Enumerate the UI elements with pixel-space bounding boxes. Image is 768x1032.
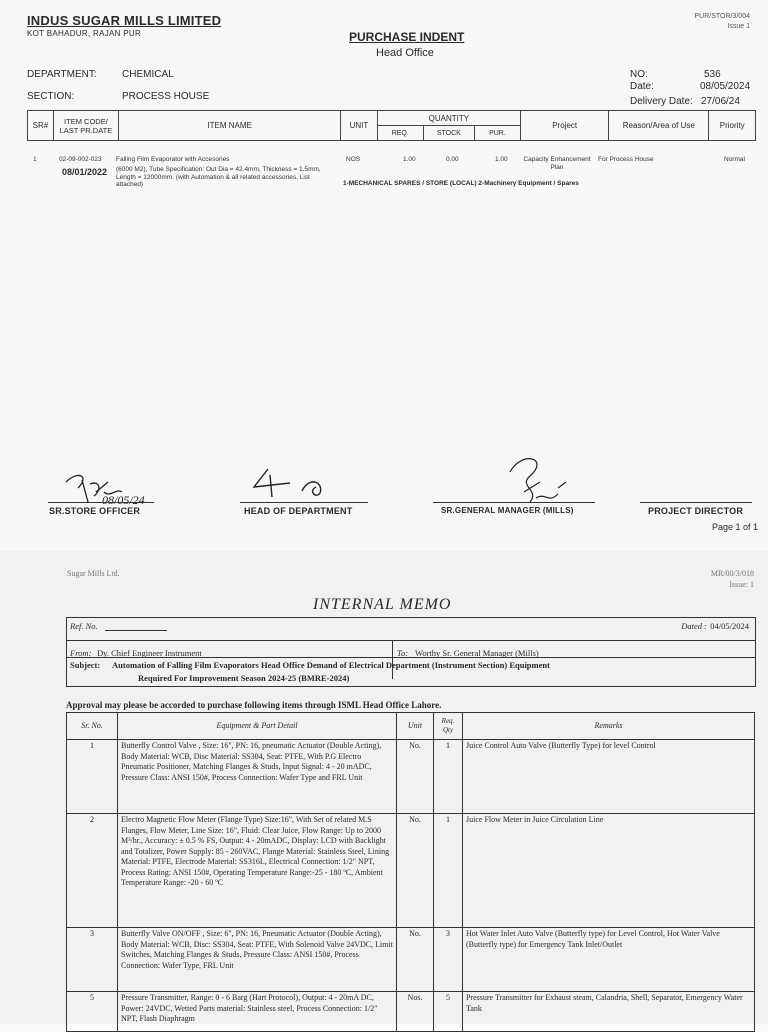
table-header-row — [28, 111, 756, 126]
memo-col-sr: Sr. No. — [67, 713, 118, 740]
row-item-name: Falling Film Evaporator with Accesories — [116, 156, 230, 163]
memo-row-unit: No. — [397, 814, 434, 928]
memo-row-remarks: Juice Control Auto Valve (Butterfly Type) for level Control — [463, 740, 755, 814]
sig-date-text: 08/05/24 — [102, 493, 145, 507]
row-stock: 0.00 — [446, 156, 459, 163]
memo-col-req-qty: Req. Qty — [434, 713, 463, 740]
col-quantity: QUANTITY — [377, 111, 521, 126]
row-last-date: 08/01/2022 — [62, 167, 108, 177]
memo-row-qty: 1 — [434, 814, 463, 928]
company-address: KOT BAHADUR, RAJAN PUR — [27, 29, 142, 38]
subject-line-2: Required For Improvement Season 2024-25 (BMRE-2024) — [138, 673, 350, 683]
memo-row-remarks: Hot Water Inlet Auto Valve (Butterfly type) for Level Control, Hot Water Valve (Butterfly type) for Emergency Tank Inlet/Outlet — [463, 928, 755, 992]
page-number: Page 1 of 1 — [712, 522, 759, 532]
memo-row-unit: No. — [397, 928, 434, 992]
row-item-spec: (6000 M2), Tube Specification: Out Dia = 42.4mm, Thickness = 1.5mm, Length = 12000mm. (with Automation & all related accessories, List attached) — [116, 166, 321, 188]
dated-label: Dated : — [681, 621, 707, 631]
col-pur: PUR. — [474, 126, 521, 141]
table-row — [67, 814, 755, 928]
memo-title: INTERNAL MEMO — [313, 596, 452, 613]
col-item-name: ITEM NAME — [118, 111, 340, 141]
memo-col-remarks: Remarks — [463, 713, 755, 740]
department-value: CHEMICAL — [122, 69, 174, 80]
col-unit: UNIT — [341, 111, 377, 141]
memo-row-unit: Nos. — [397, 992, 434, 1032]
indent-subtitle: Head Office — [376, 47, 434, 59]
sig-line-4 — [640, 502, 752, 503]
delivery-label: Delivery Date: — [630, 96, 693, 107]
subject-label: Subject: — [70, 660, 101, 670]
delivery-value: 27/06/24 — [701, 96, 740, 107]
memo-row-remarks: Juice Flow Meter in Juice Circulation Line — [463, 814, 755, 928]
approval-text: Approval may please be accorded to purchase following items through ISML Head Office Lahore. — [66, 700, 442, 710]
memo-from-to-row — [67, 641, 755, 658]
issue-text: Issue 1 — [727, 23, 750, 30]
row-unit: NOS — [346, 156, 361, 163]
no-value: 536 — [704, 69, 721, 80]
memo-issue-text: Issue: 1 — [729, 580, 754, 589]
document-code — [694, 12, 750, 32]
table-row — [67, 740, 755, 814]
col-req: REQ. — [377, 126, 424, 141]
memo-company: Sugar Mills Ltd. — [67, 569, 120, 578]
row-category: 1-MECHANICAL SPARES / STORE (LOCAL) 2-Machinery Equipment / Spares — [343, 180, 579, 187]
ref-label: Ref. No. — [70, 621, 98, 631]
memo-doc-code — [711, 568, 754, 590]
department-label: DEPARTMENT: — [27, 69, 97, 80]
memo-items-table — [66, 712, 755, 1032]
no-label: NO: — [630, 69, 648, 80]
row-code: 02-09-002-023 — [59, 156, 102, 163]
col-priority: Priority — [709, 111, 756, 141]
table-row — [67, 928, 755, 992]
memo-code-text: MR/00/3/018 — [710, 569, 754, 578]
company-name: INDUS SUGAR MILLS LIMITED — [27, 13, 222, 28]
indent-title: PURCHASE INDENT — [349, 30, 465, 44]
to-value: Worthy Sr. General Manager (Mills) — [415, 648, 539, 658]
section-label: SECTION: — [27, 91, 75, 102]
row-pur: 1.00 — [495, 156, 508, 163]
subject-line-1: Automation of Falling Film Evaporators Head Office Demand of Electrical Department (Instrument Section) Equipment — [112, 660, 550, 670]
col-reason: Reason/Area of Use — [609, 111, 709, 141]
memo-row-qty: 3 — [434, 928, 463, 992]
memo-col-unit: Unit — [397, 713, 434, 740]
signature-head-of-department — [250, 465, 350, 505]
row-req: 1.00 — [403, 156, 416, 163]
from-label: From: — [70, 648, 92, 658]
memo-row-detail: Butterfly Valve ON/OFF , Size: 6", PN: 16, Pneumatic Actuator (Double Acting), Body Material: WCB, Disc: SS304, Seat: PTFE, With Solenoid Valve 24VDC, Limit Switches, Matching Flanges & Studs, Pressure Class: ANSI 150#, Process Connection: Wafer Type, FRL Unit — [118, 928, 397, 992]
memo-subject-row — [67, 658, 755, 686]
memo-row-detail: Butterfly Control Valve , Size: 16", PN: 16, pneumatic Actuator (Double Acting), Body Material: WCB, Disc Material: SS304, Seat: PTFE, With P.G Electro Pneumatic Positioner, Matching Flanges & Studs, Input Signal: 4 - 20 mADC, Pressure Class: ANSI 150#, Process Connection: Wafer Type and FRL Unit — [118, 740, 397, 814]
to-label: To: — [397, 648, 409, 658]
date-label: Date: — [630, 81, 654, 92]
sig-label-project-director: PROJECT DIRECTOR — [648, 506, 744, 516]
memo-ref-row — [67, 618, 755, 641]
memo-row-detail: Pressure Transmitter, Range: 0 - 6 Barg (Hart Protocol), Output: 4 - 20mA DC, Power: 24VDC, Wetted Parts material: Stainless steel, Process Connection: 1/2" NPT, Flash Diaphragm — [118, 992, 397, 1032]
memo-row-unit: No. — [397, 740, 434, 814]
sig-line-2 — [240, 502, 368, 503]
sig-label-head-of-department: HEAD OF DEPARTMENT — [244, 506, 353, 516]
col-stock: STOCK — [424, 126, 475, 141]
date-value: 08/05/2024 — [700, 81, 751, 92]
ref-blank-line — [105, 630, 167, 631]
memo-row-detail: Electro Magnetic Flow Meter (Flange Type) Size:16", With Set of related M.S Flanges, Flow Meter, Line Size: 16", Fluid: Clear Juice, Flow Range: Up to 2000 M³/hr., Accuracy: ± 0.5 % FS, Output: 4 - 20mADC, Display: LCD with Backlight and Totalizer, Power Supply: 85 - 260VAC, Flange Material: Stainless Steel, Lining Material: PTFE, Electrode Material: SS316L, Electrical Connection: 1/2" NPT, Process Rating: ANSI 150#, Operating Temperature Range:-25 - 180 ºC, Ambient Temperature Range: -20 - 60 ºC — [118, 814, 397, 928]
row-project: Capacity Enhancement Plan — [523, 156, 591, 171]
sig-line-3 — [433, 502, 595, 503]
memo-row-sr: 5 — [67, 992, 118, 1032]
dated-value: 04/05/2024 — [710, 621, 749, 631]
row-reason: For Process House — [598, 156, 654, 163]
row-sr: 1 — [33, 156, 37, 163]
memo-col-equipment: Equipment & Part Detail — [118, 713, 397, 740]
memo-row-remarks: Pressure Transmitter for Exhaust steam, Calandria, Shell, Separator, Emergency Water Tank — [463, 992, 755, 1032]
section-value: PROCESS HOUSE — [122, 91, 210, 102]
memo-row-qty: 1 — [434, 740, 463, 814]
sig-label-general-manager: SR.GENERAL MANAGER (MILLS) — [441, 506, 574, 515]
col-sr: SR# — [28, 111, 54, 141]
from-value: Dy. Chief Engineer Instrument — [97, 648, 202, 658]
col-item-code: ITEM CODE/ LAST PR.DATE — [53, 111, 118, 141]
table-row — [67, 992, 755, 1032]
internal-memo-sheet — [0, 550, 768, 1024]
col-project: Project — [521, 111, 609, 141]
sig-label-store-officer: SR.STORE OFFICER — [49, 506, 141, 516]
sig-line-1 — [48, 502, 154, 503]
memo-header-row — [67, 713, 755, 740]
indent-items-table — [27, 110, 756, 141]
memo-row-sr: 3 — [67, 928, 118, 992]
memo-row-sr: 2 — [67, 814, 118, 928]
memo-row-sr: 1 — [67, 740, 118, 814]
doc-code-text: PUR/STOR/3/004 — [694, 13, 750, 20]
row-priority: Normal — [724, 156, 745, 163]
memo-row-qty: 5 — [434, 992, 463, 1032]
memo-header-box — [66, 617, 756, 687]
